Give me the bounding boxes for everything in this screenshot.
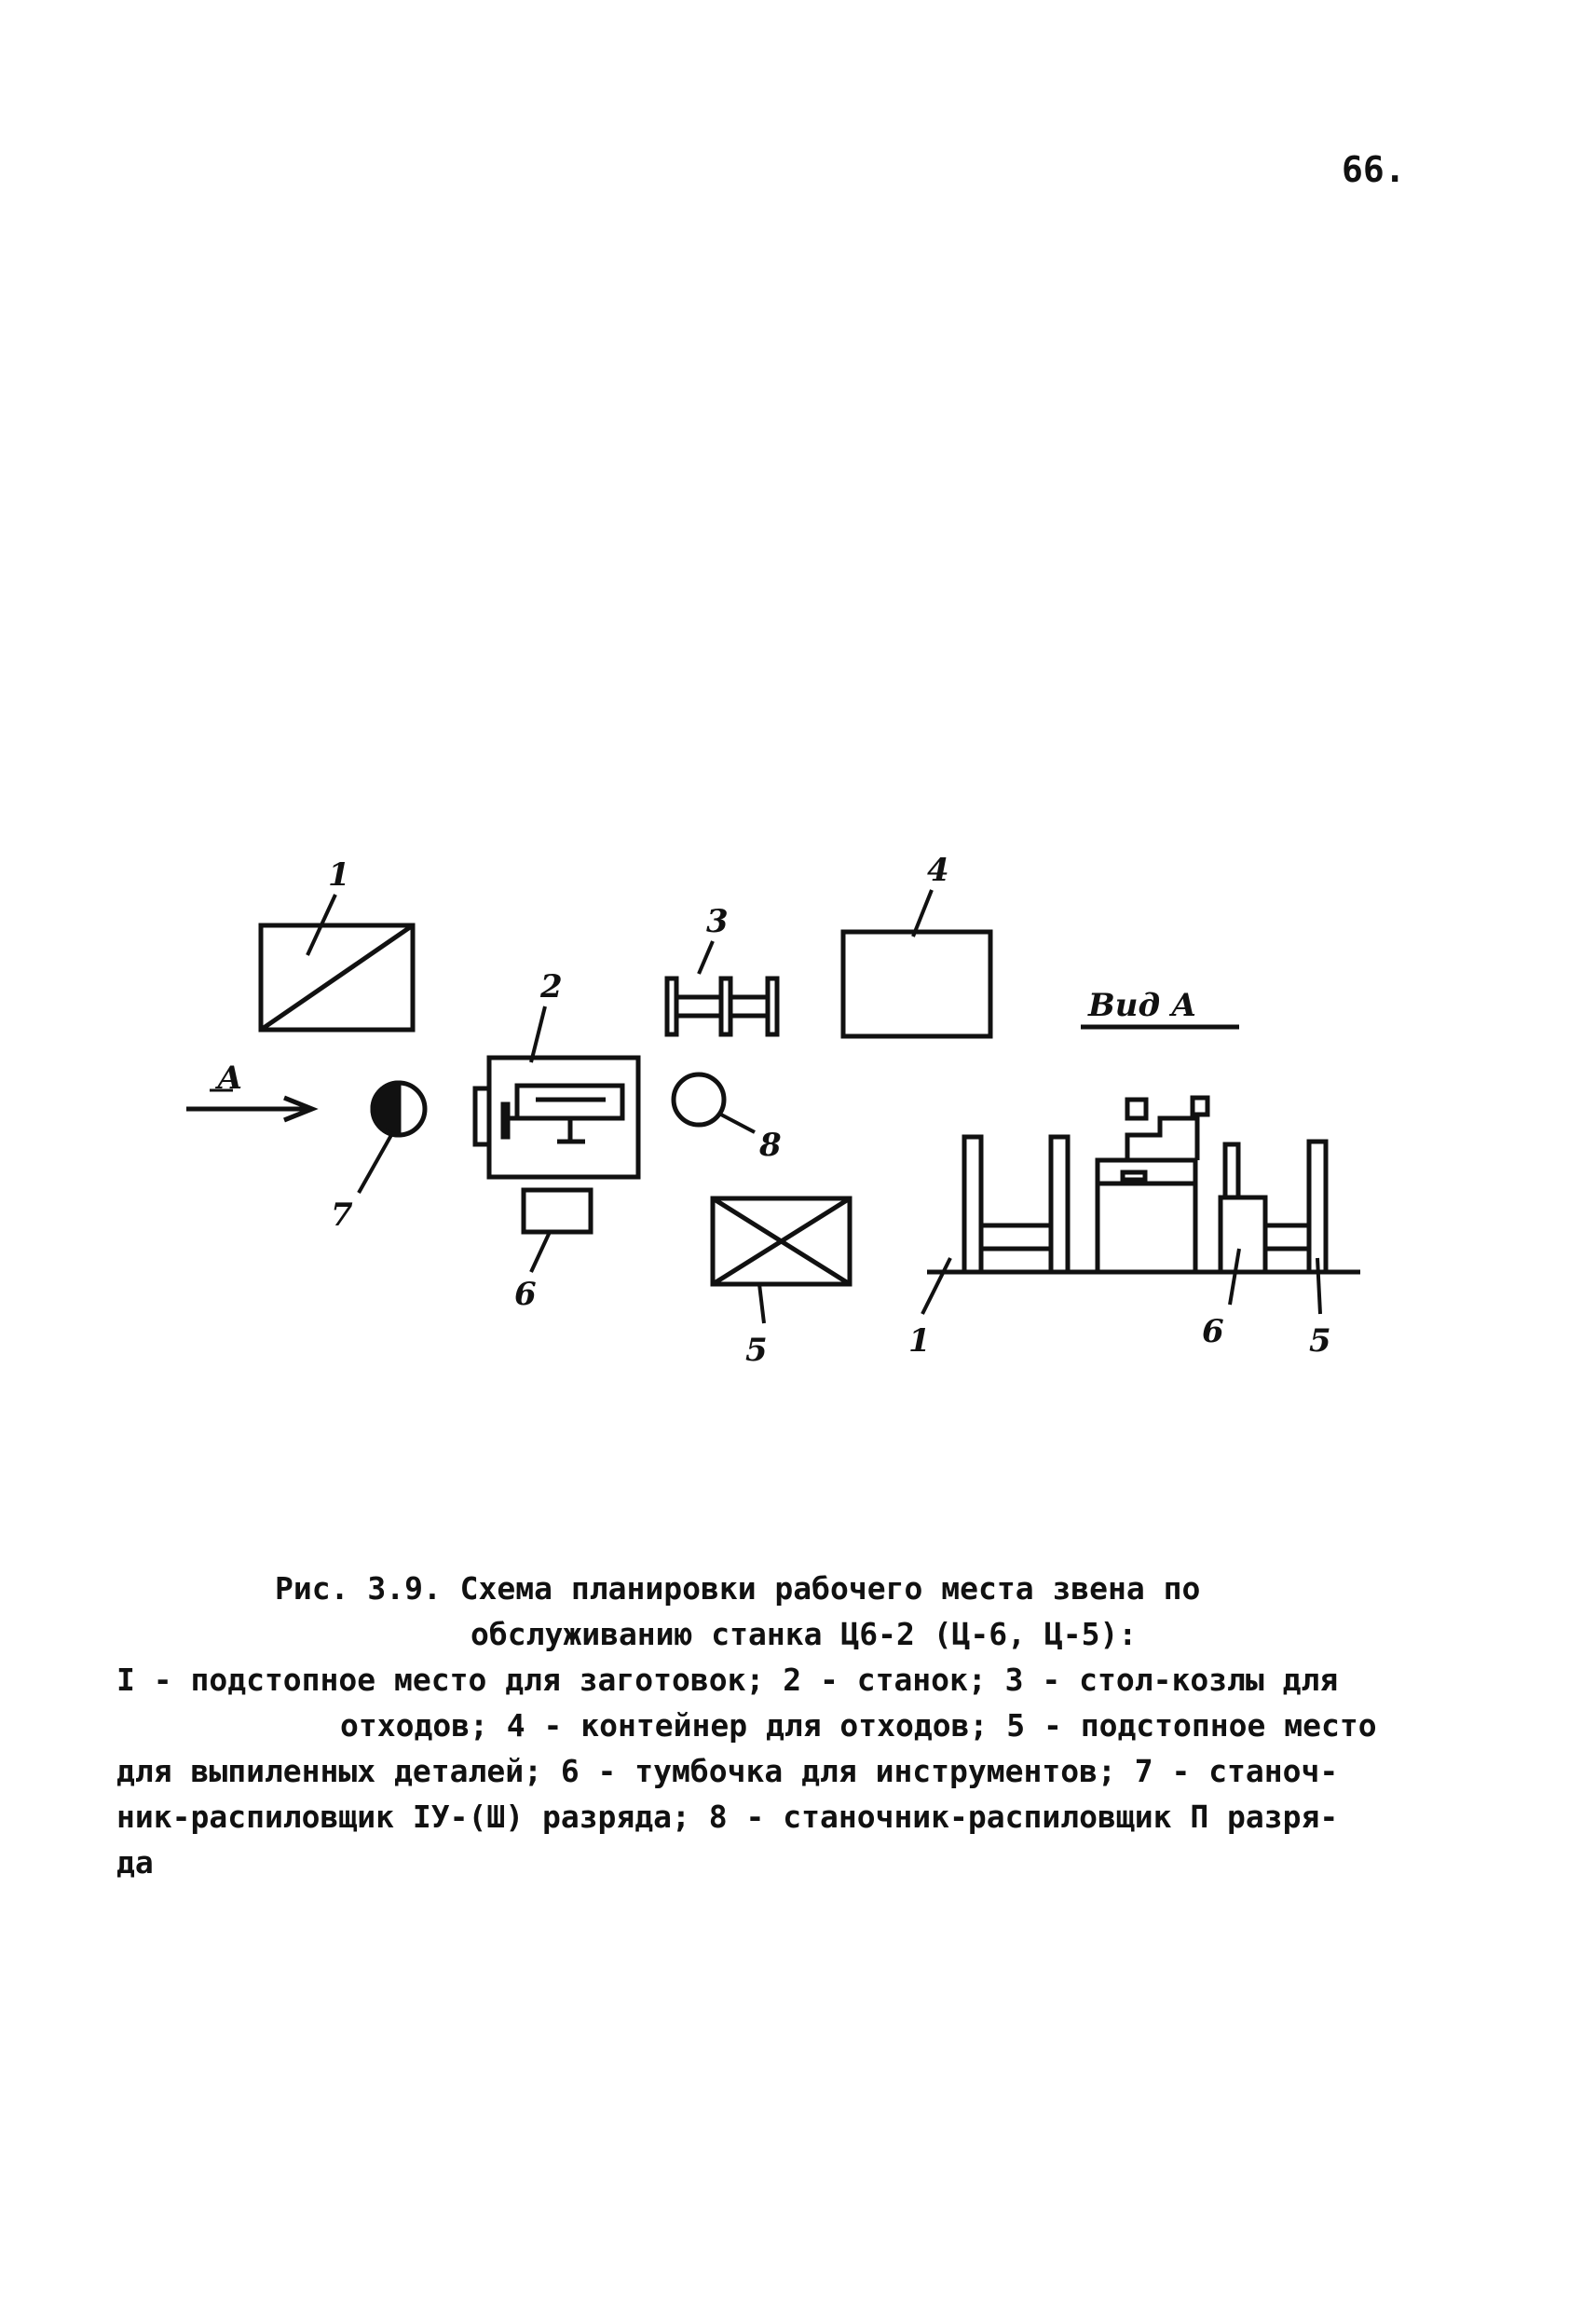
view-a-elevation (922, 1098, 1360, 1314)
label-1-plan: 1 (328, 856, 350, 894)
legend-line: да (116, 1844, 154, 1881)
page-number: 66. (1342, 149, 1406, 190)
label-arrow-a: А (217, 1060, 243, 1097)
label-2: 2 (540, 968, 563, 1006)
waste-container (843, 890, 990, 1036)
tool-cabinet (524, 1190, 591, 1272)
label-3: 3 (706, 903, 729, 940)
details-stack (713, 1198, 850, 1323)
label-5-plan: 5 (745, 1332, 768, 1369)
legend-line: для выпиленных деталей; 6 - тумбочка для инструментов; 7 - станоч- (116, 1753, 1339, 1789)
figure-caption (116, 1566, 1495, 1885)
label-6-view: 6 (1202, 1313, 1224, 1350)
caption-legend (116, 1657, 1495, 1885)
label-7: 7 (331, 1197, 353, 1234)
saw-machine (475, 1006, 638, 1177)
worker-8 (674, 1074, 755, 1132)
label-6-plan: 6 (514, 1276, 537, 1313)
workpiece-stack (261, 895, 413, 1030)
label-5-view: 5 (1309, 1322, 1331, 1360)
view-arrow (186, 1090, 312, 1120)
legend-line: ник-распиловщик IУ-(Ш) разряда; 8 - станочник-распиловщик П разря- (116, 1799, 1339, 1835)
label-1-view: 1 (908, 1322, 931, 1360)
legend-line: I - подстопное место для заготовок; 2 - станок; 3 - стол-козлы для (116, 1662, 1339, 1698)
caption-title-line2: обслуживанию станка Ц6-2 (Ц-6, Ц-5): (471, 1616, 1138, 1652)
worker-7 (359, 1083, 425, 1193)
label-8: 8 (759, 1127, 782, 1164)
label-4: 4 (927, 852, 949, 889)
caption-title-line1: Рис. 3.9. Схема планировки рабочего места звена по (275, 1570, 1201, 1607)
trestle-table (667, 941, 777, 1034)
legend-line: отходов; 4 - контейнер для отходов; 5 - подстопное место (340, 1707, 1377, 1744)
label-view-a: Вид А (1088, 987, 1197, 1024)
